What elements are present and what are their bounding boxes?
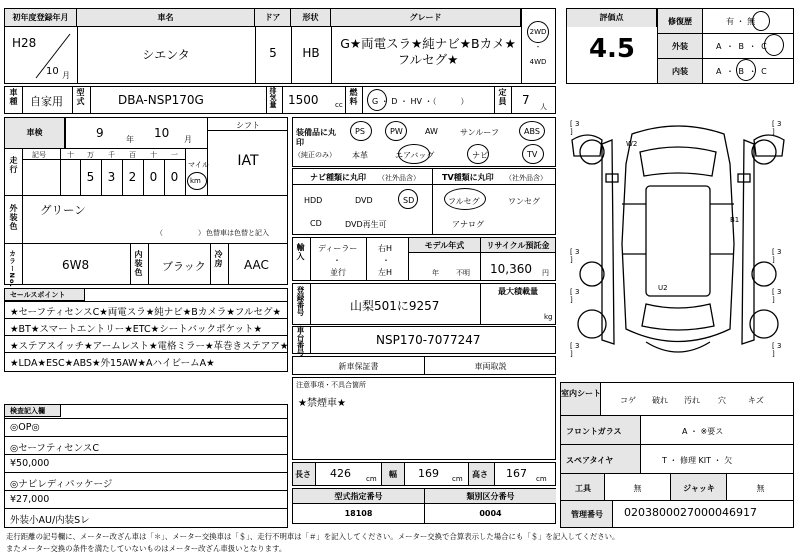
chassis-value: NSP170-7077247 (376, 333, 481, 347)
jack-value: 無 (756, 484, 765, 493)
length-value: 426 (330, 467, 351, 480)
navi-cd: CD (310, 219, 322, 228)
inspector-line-2: ◎セーフティセンスC (10, 443, 100, 454)
new-car-warranty: 新車保証書 (338, 362, 379, 371)
model-year-unknown: 不明 (456, 269, 470, 277)
class-value: 0004 (479, 509, 502, 518)
mileage-digit: 3 (107, 170, 116, 184)
inspector-line-3: ¥50,000 (10, 458, 50, 469)
mileage-digit: 2 (128, 170, 137, 184)
first-reg-header: 初年度登録年月 (5, 9, 77, 27)
equipment-item: サンルーフ (460, 128, 499, 137)
inspection-year-unit: 年 (126, 135, 134, 144)
jack-label: ジャッキ (683, 484, 715, 493)
equipment-item: PW (390, 127, 403, 136)
mark-3-a: [ 3 (570, 120, 580, 128)
registration-value: 山梨501に9257 (350, 299, 440, 313)
cap-label: 定員 (498, 88, 507, 106)
car-damage-diagram (562, 104, 794, 376)
navi-label: ナビ種類に丸印 (310, 173, 366, 182)
disp-value: 1500 (288, 93, 319, 107)
inspector-label: 検査記入欄 (10, 407, 45, 415)
mileage-digit: 0 (170, 170, 179, 184)
height-value: 167 (506, 467, 527, 480)
spec-value: 18108 (344, 509, 373, 518)
recycle-label: リサイクル預託金 (486, 241, 550, 250)
mgmt-label: 管理番号 (571, 510, 603, 519)
import-right: 右H (378, 244, 393, 253)
type-label: 車種 (9, 88, 18, 106)
svg-text:]: ] (570, 350, 573, 358)
mileage-digit-header: 十 (150, 151, 157, 159)
tv-label: TV種類に丸印 (442, 173, 494, 182)
footer-line-1: 走行距離の記号欄に、メーター改ざん車は「＊」、メーター交換車は「＄」、走行不明車は「＃」を記入してください。メーター交換で合算表示した場合にも「＄」を記入してください。 (6, 532, 620, 541)
disp-unit: cc (335, 101, 343, 109)
inspection-month: 10 (154, 126, 170, 140)
sales-line-3: ★ステアスイッチ★アームレスト★電格ミラー★革巻きステアア★ (10, 341, 289, 352)
ac-value: AAC (244, 258, 269, 272)
import-parallel: 並行 (330, 268, 346, 277)
equipment-sub: （純正のみ） (294, 151, 336, 159)
cap-value: 7 (522, 93, 530, 107)
equipment-label: 装備品に丸印 (296, 128, 336, 147)
disp-label: 排気量 (269, 87, 277, 108)
exterior-label: 外装 (672, 42, 688, 51)
shift-value: IAT (237, 153, 259, 169)
first-reg-era: H28 (12, 36, 37, 50)
fuel-label: 燃料 (349, 88, 358, 106)
length-unit: cm (366, 475, 377, 483)
mark-3-d: [ 3 (772, 248, 782, 256)
inspector-line-6: 外装小AU/内装Sレ (10, 515, 90, 526)
mileage-unit-mile: マイル (188, 161, 209, 169)
mileage-unit-km: km (190, 177, 201, 185)
type-value: 自家用 (30, 95, 63, 108)
tv-fullseg: フルセグ (448, 197, 480, 206)
navi-sd: SD (403, 196, 415, 205)
height-unit: cm (536, 475, 547, 483)
shape-value: HB (302, 46, 320, 60)
exterior-options: A ・ B ・ C (716, 42, 768, 51)
notes-label: 注意事項・不具合箇所 (296, 381, 366, 389)
mileage-digit-header: 十 (67, 151, 74, 159)
grade-header: グレード (331, 9, 521, 27)
model-year-label: モデル年式 (424, 241, 465, 250)
height-label: 高さ (472, 470, 488, 479)
ac-label: 冷房 (214, 250, 223, 268)
color-code-value: 6W8 (62, 258, 90, 272)
tool-value: 無 (633, 484, 642, 493)
mark-3-g: [ 3 (570, 342, 580, 350)
door-header: ドア (255, 9, 291, 27)
recycle-value: 10,360 (490, 262, 532, 276)
mileage-digit-header: 百 (129, 151, 136, 159)
length-label: 長さ (295, 470, 311, 479)
chassis-label: 車台番号 (296, 326, 305, 356)
color-code-label: カラーNo. (8, 250, 16, 288)
shift-label: シフト (236, 121, 260, 130)
color-label: 外装色 (9, 204, 18, 231)
mileage-digit: 5 (86, 170, 95, 184)
svg-text:]: ] (772, 296, 775, 304)
model-year-unit: 年 (432, 269, 439, 277)
door-value: 5 (269, 46, 277, 60)
car-name-value: シエンタ (142, 48, 190, 62)
windshield-value: A ・ ※要ス (682, 427, 724, 436)
vehicle-manual: 車両取説 (474, 362, 507, 371)
seat-item: 汚れ (684, 396, 700, 405)
footer-line-2: またメーター交換の条件を満たしていないものはメーター改ざん車扱いとなります。 (6, 544, 287, 553)
svg-text:]: ] (570, 256, 573, 264)
equipment-item: TV (527, 150, 538, 159)
mileage-digit-header: 万 (87, 151, 94, 159)
width-unit: cm (452, 475, 463, 483)
mark-3-f: [ 3 (772, 288, 782, 296)
navi-sub: （社外品含） (378, 174, 420, 182)
max-load-label: 最大積載量 (498, 287, 538, 296)
score-header: 評価点 (567, 9, 657, 27)
mileage-mark-label: 記号 (32, 151, 46, 159)
spare-label: スペアタイヤ (566, 456, 614, 465)
tv-analog: アナログ (452, 220, 484, 229)
mileage-digit-header: 一 (171, 151, 178, 159)
sales-line-4: ★LDA★ESC★ABS★外15AW★AハイビームA★ (10, 358, 215, 369)
drive-dot: ・ (534, 43, 542, 51)
inspector-line-5: ¥27,000 (10, 494, 50, 505)
inspector-line-1: ◎OP◎ (10, 422, 40, 433)
tool-label: 工具 (575, 484, 591, 493)
navi-dvd-play: DVD再生可 (345, 220, 387, 229)
color-note: 色替車は色替と記入 (206, 229, 269, 237)
tv-sub: （社外品含） (505, 174, 547, 182)
import-dot2: ・ (382, 256, 390, 265)
svg-text:]: ] (570, 128, 573, 136)
inspection-year: 9 (96, 126, 104, 140)
mark-3-b: [ 3 (772, 120, 782, 128)
svg-text:]: ] (772, 128, 775, 136)
notes-value: ★禁煙車★ (298, 398, 346, 409)
import-left: 左H (378, 268, 393, 277)
navi-hdd: HDD (304, 196, 323, 205)
grade-value: G★両電スラ★純ナビ★Bカメ★フルセグ★ (340, 36, 516, 67)
drive-2wd: 2WD (529, 28, 547, 36)
max-load-unit: kg (544, 313, 553, 321)
mark-3-e: [ 3 (570, 288, 580, 296)
model-label: 型式 (76, 88, 85, 106)
mark-u2: U2 (658, 284, 668, 292)
inspection-month-unit: 月 (184, 135, 192, 144)
width-label: 幅 (389, 470, 397, 479)
equipment-item: PS (355, 127, 365, 136)
equipment-item: ナビ (472, 151, 488, 160)
interior-label: 内装 (672, 67, 688, 76)
interior-color-label: 内装色 (134, 250, 143, 277)
fuel-options: G ・ D ・ HV ・（ ） (372, 97, 469, 106)
class-label: 類別区分番号 (466, 492, 515, 501)
seat-item: 穴 (718, 396, 726, 405)
width-value: 169 (418, 467, 439, 480)
seat-item: コゲ (620, 396, 636, 405)
windshield-label: フロントガラス (566, 427, 622, 436)
repair-label: 修復歴 (668, 17, 692, 26)
inspector-line-4: ◎ナビレディパッケージ (10, 479, 113, 490)
color-note-paren: （ ） (156, 229, 205, 237)
import-dot: ・ (333, 256, 341, 265)
mgmt-value: 0203800027000046917 (624, 506, 757, 519)
drive-4wd: 4WD (529, 58, 547, 66)
row2-box (4, 86, 556, 114)
spare-value: T ・ 修理 KIT ・ 欠 (662, 456, 733, 465)
first-reg-month-unit: 月 (62, 71, 70, 80)
color-value: グリーン (40, 203, 86, 217)
seat-item: 破れ (652, 396, 668, 405)
equipment-item: エアバッグ (395, 151, 435, 160)
mileage-digit-header: 千 (108, 151, 115, 159)
sales-label: セールスポイント (10, 291, 66, 299)
mark-b1: B1 (730, 216, 740, 224)
car-name-header: 車名 (77, 9, 255, 27)
seat-item: キズ (748, 396, 764, 405)
score-value: 4.5 (588, 34, 636, 64)
svg-text:]: ] (772, 350, 775, 358)
import-label: 輸入 (296, 243, 305, 261)
interior-options: A ・ B ・ C (716, 67, 768, 76)
mark-w2: W2 (626, 140, 638, 148)
mark-3-h: [ 3 (772, 342, 782, 350)
registration-label: 登録番号 (296, 286, 305, 316)
recycle-unit: 円 (542, 269, 549, 277)
equipment-item: 本革 (352, 151, 368, 160)
import-dealer: ディーラー (318, 244, 358, 253)
shape-header: 形状 (291, 9, 331, 27)
mileage-label: 走行 (9, 156, 18, 174)
navi-dvd: DVD (355, 196, 373, 205)
seat-label: 室内シート (561, 389, 601, 398)
cap-unit: 人 (540, 103, 547, 111)
mileage-digit: 0 (149, 170, 158, 184)
interior-color-value: ブラック (162, 260, 206, 273)
equipment-item: ABS (524, 127, 540, 136)
first-reg-month: 10 (46, 66, 59, 77)
sales-line-2: ★BT★スマートエントリー★ETC★シートバックポケット★ (10, 324, 263, 335)
repair-options: 有 ・ 無 (726, 17, 756, 26)
tv-oneseg: ワンセグ (508, 197, 540, 206)
svg-text:]: ] (772, 256, 775, 264)
spec-label: 型式指定番号 (334, 492, 383, 501)
equipment-item: AW (425, 127, 438, 136)
mark-3-c: [ 3 (570, 248, 580, 256)
inspection-header: 車検 (5, 118, 65, 148)
svg-text:]: ] (570, 296, 573, 304)
model-value: DBA-NSP170G (118, 93, 204, 107)
sales-line-1: ★セーフティセンスC★両電スラ★純ナビ★Bカメラ★フルセグ★ (10, 307, 281, 318)
